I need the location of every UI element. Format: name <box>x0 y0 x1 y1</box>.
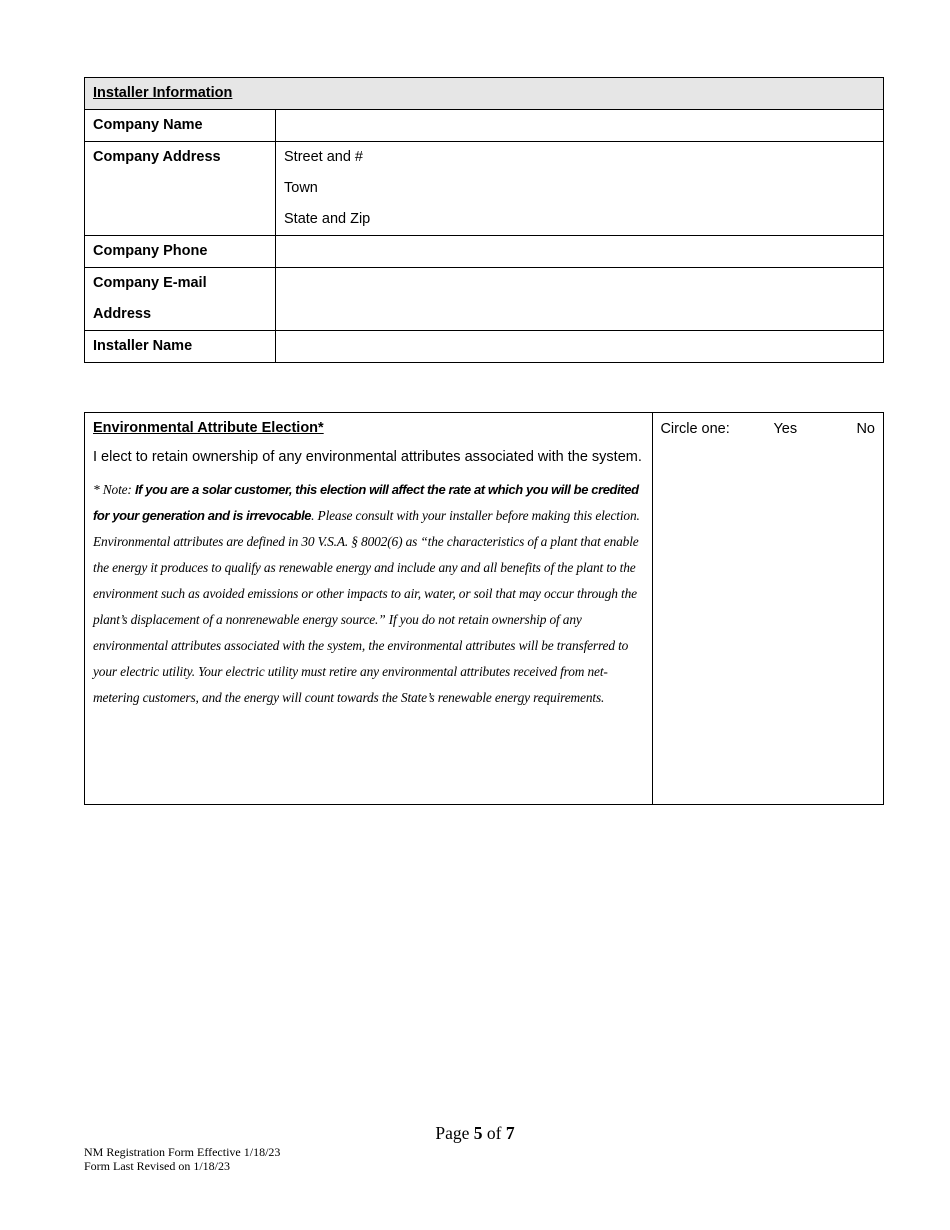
company-email-field[interactable] <box>276 268 884 331</box>
company-phone-field[interactable] <box>276 236 884 268</box>
footer <box>84 1145 280 1173</box>
installer-information-header <box>85 78 884 110</box>
environmental-attribute-table <box>84 412 884 805</box>
note-bold-warning: If you are a solar customer, this election will affect the rate at which you will be credited for your generation and is irrevocable <box>93 482 639 523</box>
company-name-label: Company Name <box>85 110 276 142</box>
note-prefix: * Note: <box>93 482 135 497</box>
environmental-attribute-description <box>85 413 653 805</box>
circle-one-cell <box>653 413 884 805</box>
company-address-label: Company Address <box>85 142 276 236</box>
yes-option[interactable]: Yes <box>773 421 798 437</box>
company-email-label: Company E-mail Address <box>85 268 276 331</box>
company-phone-label: Company Phone <box>85 236 276 268</box>
election-statement: I elect to retain ownership of any environmental attributes associated with the system. <box>93 449 642 465</box>
address-town-line: Town <box>284 180 318 196</box>
page-number: Page 5 of 7 <box>435 1123 515 1143</box>
environmental-attribute-title: Environmental Attribute Election* <box>93 420 324 436</box>
no-option[interactable]: No <box>856 421 875 437</box>
footer-effective-date: NM Registration Form Effective 1/18/23 <box>84 1145 281 1159</box>
company-address-field[interactable] <box>276 142 884 236</box>
current-page: 5 <box>473 1123 483 1143</box>
note-body: . Please consult with your installer before making this election. Environmental attributes are defined in 30 V.S.A. § 8002(6) as “the characteristics of a plant that enable the energy it produces to qualify as renewable energy and include any and all benefits of the plant to the environment such as avoided emissions or other impacts to air, water, or soil that may occur through the plant’s displacement of a nonrenewable energy source.” If you do not retain ownership of any environmental attributes associated with the system, the environmental attributes will be transferred to your electric utility. Your electric utility must retire any environmental attributes received from net-metering customers, and the energy will count towards the State’s renewable energy requirements. <box>93 508 640 705</box>
installer-name-field[interactable] <box>276 331 884 363</box>
circle-one-label: Circle one: <box>660 421 730 437</box>
total-pages: 7 <box>505 1123 515 1143</box>
election-note <box>93 477 644 711</box>
footer-revised-date: Form Last Revised on 1/18/23 <box>84 1159 230 1173</box>
installer-information-table <box>84 77 884 363</box>
address-street-line: Street and # <box>284 149 363 165</box>
company-name-field[interactable] <box>276 110 884 142</box>
installer-information-title: Installer Information <box>93 85 233 101</box>
installer-name-label: Installer Name <box>85 331 276 363</box>
address-state-zip-line: State and Zip <box>284 211 371 227</box>
